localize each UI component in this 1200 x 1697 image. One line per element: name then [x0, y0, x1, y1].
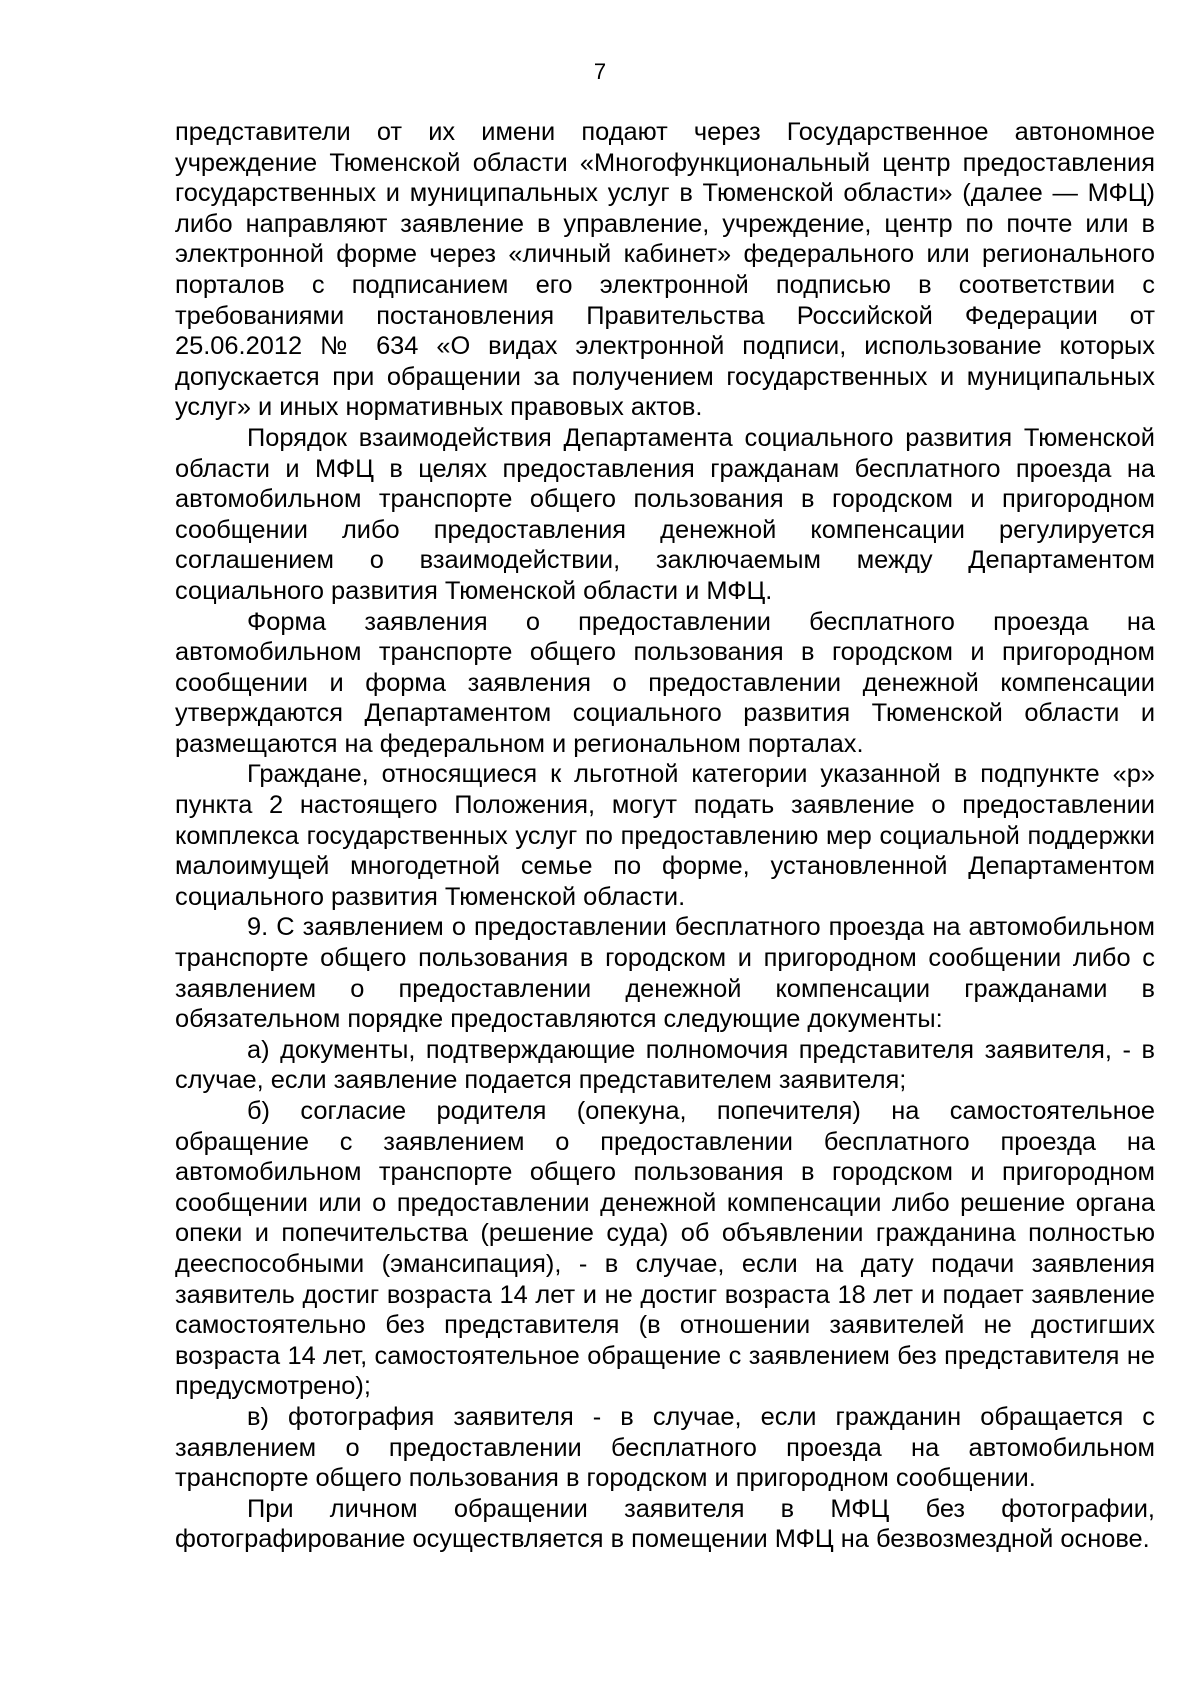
page-number: 7: [593, 59, 607, 84]
paragraph-item-v: в) фотография заявителя - в случае, если гражданин обращается с заявлением о предоставлении бесплатного проезда на автомобильном транспорте общего пользования в городском и пригородном сообщении.: [175, 1402, 1155, 1493]
paragraph-interaction-procedure: Порядок взаимодействия Департамента социального развития Тюменской области и МФЦ в целях предоставления гражданам бесплатного проезда на автомобильном транспорте общего пользования в городском и пригородном сообщении либо предоставления денежной компенсации регулируется соглашением о взаимодействии, заключаемым между Департаментом социального развития Тюменской области и МФЦ.: [175, 423, 1155, 605]
paragraph-large-families: Граждане, относящиеся к льготной категории указанной в подпункте «р» пункта 2 настоящего Положения, могут подать заявление о предоставлении комплекса государственных услуг по предоставлению мер социальной поддержки малоимущей многодетной семье по форме, установленной Департаментом социального развития Тюменской области.: [175, 760, 1155, 911]
paragraph-item-b: б) согласие родителя (опекуна, попечителя) на самостоятельное обращение с заявлением о предоставлении бесплатного проезда на автомобильном транспорте общего пользования в городском и пригородном сообщении или о предоставлении денежной компенсации либо решение органа опеки и попечительства (решение суда) об объявлении гражданина полностью дееспособными (эмансипация), - в случае, если на дату подачи заявления заявитель достиг возраста 14 лет и не достиг возраста 18 лет и подает заявление самостоятельно без представителя (в отношении заявителей не достигших возраста 14 лет, самостоятельное обращение с заявлением без представителя не предусмотрено);: [175, 1097, 1155, 1401]
document-body: [175, 117, 1155, 1555]
paragraph-item-9: 9. С заявлением о предоставлении бесплатного проезда на автомобильном транспорте общего пользования в городском и пригородном сообщении либо с заявлением о предоставлении денежной компенсации гражданами в обязательном порядке предоставляются следующие документы:: [175, 913, 1155, 1034]
paragraph-photo: При личном обращении заявителя в МФЦ без фотографии, фотографирование осуществляется в помещении МФЦ на безвозмездной основе.: [175, 1494, 1155, 1554]
paragraph-application-form: Форма заявления о предоставлении бесплатного проезда на автомобильном транспорте общего пользования в городском и пригородном сообщении и форма заявления о предоставлении денежной компенсации утверждаются Департаментом социального развития Тюменской области и размещаются на федеральном и региональном порталах.: [175, 607, 1155, 758]
paragraph-item-a: а) документы, подтверждающие полномочия представителя заявителя, - в случае, если заявление подается представителем заявителя;: [175, 1035, 1155, 1095]
paragraph-representatives: представители от их имени подают через Государственное автономное учреждение Тюменской области «Многофункциональный центр предоставления государственных и муниципальных услуг в Тюменской области» (далее — МФЦ) либо направляют заявление в управление, учреждение, центр по почте или в электронной форме через «личный кабинет» федерального или регионального порталов с подписанием его электронной подписью в соответствии с требованиями постановления Правительства Российской Федерации от 25.06.2012 № 634 «О видах электронной подписи, использование которых допускается при обращении за получением государственных и муниципальных услуг» и иных нормативных правовых актов.: [175, 118, 1155, 422]
